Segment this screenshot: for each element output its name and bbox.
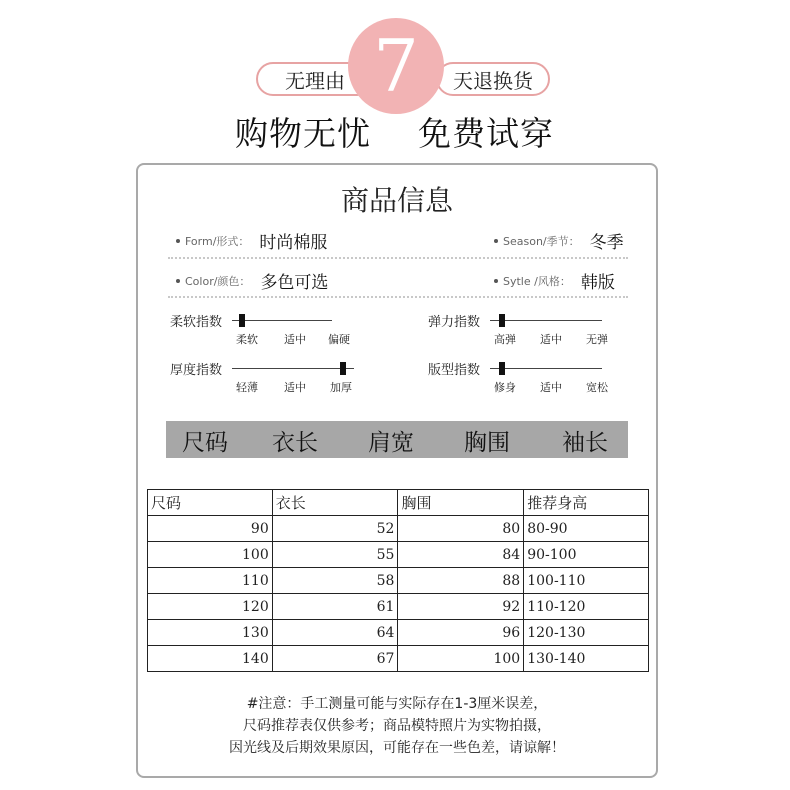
- return-exchange-label: 天退换货: [453, 68, 533, 93]
- slogan-free-try: 免费试穿: [418, 114, 554, 153]
- softness-track: [232, 320, 332, 321]
- product-info-title: 商品信息: [340, 184, 453, 217]
- softness-tick: 偏硬: [328, 333, 350, 346]
- thickness-marker: [340, 362, 346, 375]
- elasticity-tick: 高弹: [494, 333, 516, 346]
- table-cell: 67: [272, 646, 398, 672]
- attr-color: [176, 268, 328, 293]
- column-header-length: 衣长: [272, 490, 398, 516]
- table-row: [148, 516, 649, 542]
- no-reason-label: 无理由: [285, 68, 345, 93]
- product-info-card: [136, 163, 658, 778]
- table-cell: 96: [398, 620, 524, 646]
- attr-season-key: Season/季节：: [503, 234, 580, 248]
- thickness-tick: 适中: [284, 381, 306, 394]
- size-bar-item: 尺码: [182, 430, 228, 456]
- seven-days-badge: 7: [348, 18, 444, 114]
- table-cell: 52: [272, 516, 398, 542]
- note-line: 尺码推荐表仅供参考；商品模特照片为实物拍摄，: [243, 718, 551, 734]
- column-header-size: 尺码: [148, 490, 273, 516]
- table-cell: 92: [398, 594, 524, 620]
- fit-tick: 修身: [494, 381, 516, 394]
- attr-style-value: 韩版: [580, 273, 615, 293]
- thickness-tick: 轻薄: [236, 381, 258, 394]
- table-row: [148, 646, 649, 672]
- table-cell: 88: [398, 568, 524, 594]
- table-row: [148, 568, 649, 594]
- table-cell: 130-140: [524, 646, 649, 672]
- return-exchange-pill: [436, 62, 550, 96]
- thickness-label: 厚度指数: [170, 363, 223, 378]
- table-cell: 61: [272, 594, 398, 620]
- table-cell: 55: [272, 542, 398, 568]
- table-row: [148, 542, 649, 568]
- note-line: #注意：手工测量可能与实际存在1-3厘米误差，: [246, 696, 548, 712]
- elasticity-track: [490, 320, 602, 321]
- table-cell: 110: [148, 568, 273, 594]
- attr-form: [176, 228, 327, 253]
- promo-banner: [0, 0, 790, 160]
- table-cell: 140: [148, 646, 273, 672]
- elasticity-tick: 适中: [540, 333, 562, 346]
- table-cell: 100: [398, 646, 524, 672]
- size-bar-item: 袖长: [562, 430, 608, 456]
- table-cell: 110-120: [524, 594, 649, 620]
- softness-tick: 适中: [284, 333, 306, 346]
- bullet-icon: [176, 239, 180, 243]
- table-cell: 90: [148, 516, 273, 542]
- softness-label: 柔软指数: [170, 315, 223, 330]
- fit-tick: 宽松: [586, 381, 608, 394]
- table-cell: 80-90: [524, 516, 649, 542]
- elasticity-tick: 无弹: [586, 333, 608, 346]
- softness-tick: 柔软: [236, 333, 258, 346]
- fit-marker: [499, 362, 505, 375]
- table-cell: 64: [272, 620, 398, 646]
- column-header-height: 推荐身高: [524, 490, 649, 516]
- attr-style: [494, 268, 615, 293]
- table-row: [148, 620, 649, 646]
- size-bar-item: 衣长: [272, 430, 318, 456]
- size-bar-item: 肩宽: [368, 430, 414, 456]
- dotted-divider: [168, 296, 628, 298]
- elasticity-marker: [499, 314, 505, 327]
- elasticity-label: 弹力指数: [428, 315, 481, 330]
- attr-color-key: Color/颜色：: [185, 274, 251, 288]
- table-cell: 120-130: [524, 620, 649, 646]
- attr-season-value: 冬季: [589, 233, 624, 253]
- size-bar-item: 胸围: [464, 430, 510, 456]
- attr-form-value: 时尚棉服: [259, 233, 328, 253]
- table-cell: 58: [272, 568, 398, 594]
- table-cell: 84: [398, 542, 524, 568]
- table-cell: 100-110: [524, 568, 649, 594]
- fit-label: 版型指数: [428, 363, 481, 378]
- dotted-divider: [168, 257, 628, 259]
- table-row: [148, 594, 649, 620]
- table-cell: 100: [148, 542, 273, 568]
- attr-season: [494, 228, 624, 253]
- thickness-tick: 加厚: [330, 381, 352, 394]
- fit-track: [490, 368, 602, 369]
- bullet-icon: [176, 279, 180, 283]
- note-line: 因光线及后期效果原因，可能存在一些色差，请谅解！: [229, 740, 565, 756]
- table-cell: 90-100: [524, 542, 649, 568]
- bullet-icon: [494, 239, 498, 243]
- column-header-chest: 胸围: [398, 490, 524, 516]
- attr-form-key: Form/形式：: [185, 234, 250, 248]
- softness-marker: [239, 314, 245, 327]
- table-cell: 120: [148, 594, 273, 620]
- table-header-row: [148, 490, 649, 516]
- thickness-track: [232, 368, 354, 369]
- table-cell: 130: [148, 620, 273, 646]
- fit-tick: 适中: [540, 381, 562, 394]
- size-header-bar: [166, 421, 628, 458]
- size-table: [147, 489, 649, 672]
- slogan-worry-free: 购物无忧: [235, 114, 371, 153]
- bullet-icon: [494, 279, 498, 283]
- attr-style-key: Sytle /风格：: [503, 274, 571, 288]
- table-cell: 80: [398, 516, 524, 542]
- attr-color-value: 多色可选: [260, 273, 329, 293]
